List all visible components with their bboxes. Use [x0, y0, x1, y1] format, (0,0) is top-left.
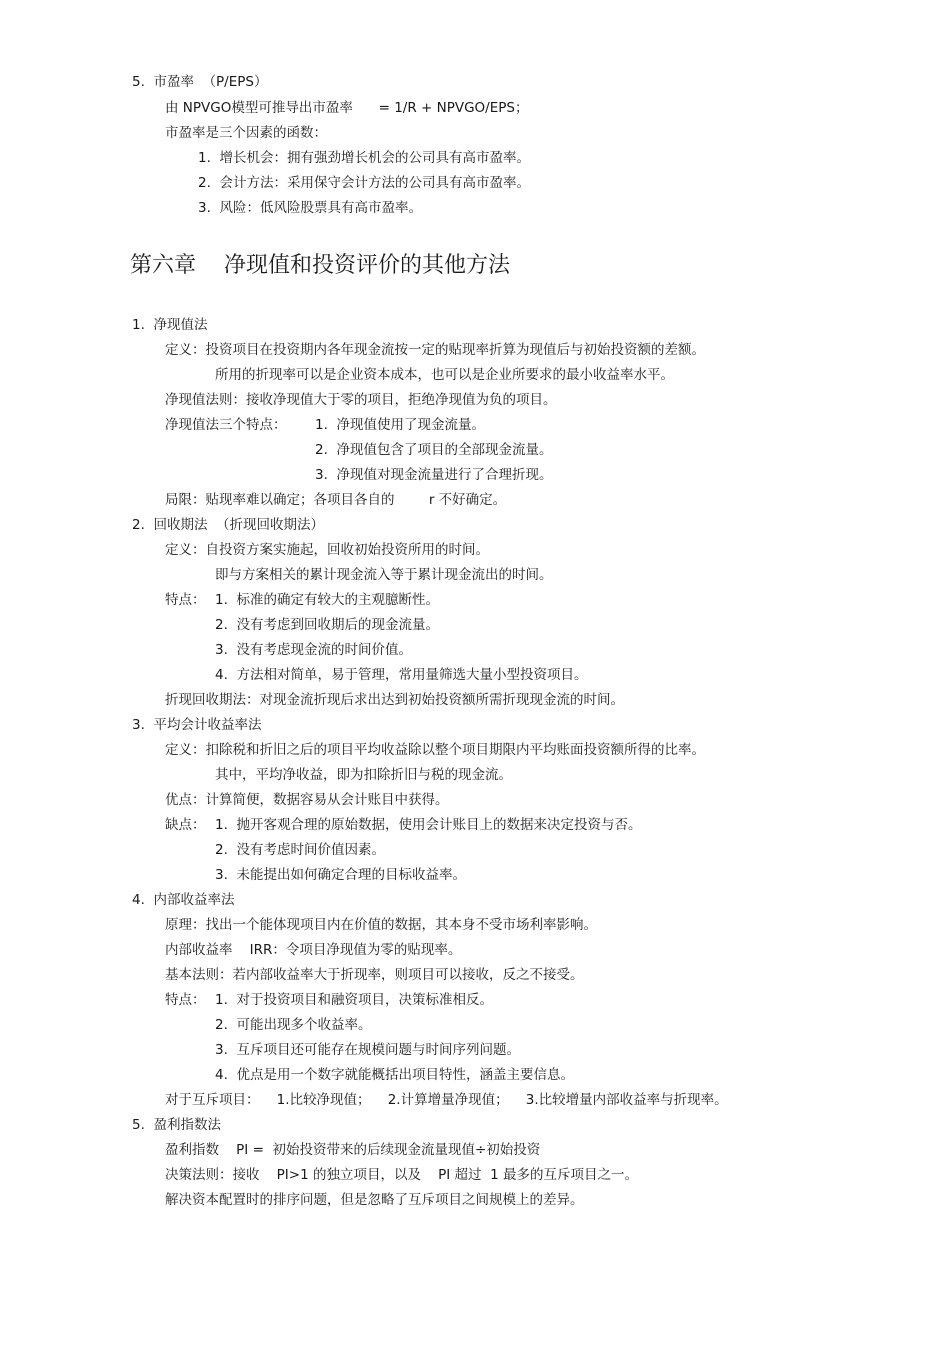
irr-feature-1: 1. 对于投资项目和融资项目，决策标准相反。: [215, 992, 493, 1008]
npv-rule: 净现值法则：接收净现值大于零的项目，拒绝净现值为负的项目。: [165, 392, 557, 408]
aar-definition: 定义：扣除税和折旧之后的项目平均收益除以整个项目期限内平均账面投资额所得的比率。: [165, 742, 705, 758]
irr-mutex-projects: 对于互斥项目： 1.比较净现值； 2.计算增量净现值； 3.比较增量内部收益率与折现率。: [165, 1092, 728, 1108]
aar-heading: 3. 平均会计收益率法: [132, 717, 262, 733]
pe-factor-2: 2. 会计方法：采用保守会计方法的公司具有高市盈率。: [198, 175, 530, 191]
payback-heading: 2. 回收期法 （折现回收期法）: [132, 517, 325, 533]
aar-disadvantage-1: 1. 抛开客观合理的原始数据，使用会计账目上的数据来决定投资与否。: [215, 817, 642, 833]
aar-definition-cont: 其中，平均净收益，即为扣除折旧与税的现金流。: [215, 767, 512, 783]
payback-feature-3: 3. 没有考虑现金流的时间价值。: [215, 642, 412, 658]
payback-feature-2: 2. 没有考虑到回收期后的现金流量。: [215, 617, 439, 633]
pe-factor-3: 3. 风险：低风险股票具有高市盈率。: [198, 200, 422, 216]
npv-heading: 1. 净现值法: [132, 317, 208, 333]
npv-feature-2: 2. 净现值包含了项目的全部现金流量。: [315, 442, 553, 458]
pe-heading: 5. 市盈率 （P/EPS）: [132, 74, 268, 90]
npv-feature-3: 3. 净现值对现金流量进行了合理折现。: [315, 467, 553, 483]
npv-definition: 定义：投资项目在投资期内各年现金流按一定的贴现率折算为现值后与初始投资额的差额。: [165, 342, 705, 358]
irr-definition: 内部收益率 IRR：令项目净现值为零的贴现率。: [165, 942, 462, 958]
npv-limitation: 局限：贴现率难以确定；各项目各自的 r 不好确定。: [165, 492, 507, 508]
aar-disadvantage-3: 3. 未能提出如何确定合理的目标收益率。: [215, 867, 466, 883]
pe-factor-1: 1. 增长机会：拥有强劲增长机会的公司具有高市盈率。: [198, 150, 530, 166]
npv-features-label: 净现值法三个特点：: [165, 417, 287, 433]
payback-features-label: 特点：: [165, 592, 206, 608]
irr-feature-3: 3. 互斥项目还可能存在规模问题与时间序列问题。: [215, 1042, 520, 1058]
aar-advantage: 优点：计算简便，数据容易从会计账目中获得。: [165, 792, 449, 808]
irr-feature-2: 2. 可能出现多个收益率。: [215, 1017, 372, 1033]
pi-heading: 5. 盈利指数法: [132, 1117, 221, 1133]
irr-feature-4: 4. 优点是用一个数字就能概括出项目特性，涵盖主要信息。: [215, 1067, 574, 1083]
discounted-payback: 折现回收期法：对现金流折现后求出达到初始投资额所需折现现金流的时间。: [165, 692, 624, 708]
pi-rule: 决策法则：接收 PI>1 的独立项目，以及 PI 超过 1 最多的互斥项目之一。: [165, 1167, 639, 1183]
pi-definition: 盈利指数 PI = 初始投资带来的后续现金流量现值÷初始投资: [165, 1142, 541, 1158]
pe-factors-intro: 市盈率是三个因素的函数：: [165, 125, 327, 141]
chapter-title: 第六章 净现值和投资评价的其他方法: [130, 253, 510, 278]
pe-formula: 由 NPVGO模型可推导出市盈率 = 1/R + NPVGO/EPS；: [165, 100, 529, 116]
npv-definition-cont: 所用的折现率可以是企业资本成本，也可以是企业所要求的最小收益率水平。: [215, 367, 674, 383]
irr-heading: 4. 内部收益率法: [132, 892, 235, 908]
irr-features-label: 特点：: [165, 992, 206, 1008]
payback-feature-4: 4. 方法相对简单，易于管理，常用量筛选大量小型投资项目。: [215, 667, 588, 683]
payback-definition-cont: 即与方案相关的累计现金流入等于累计现金流出的时间。: [215, 567, 553, 583]
npv-feature-1: 1. 净现值使用了现金流量。: [315, 417, 485, 433]
irr-rule: 基本法则：若内部收益率大于折现率，则项目可以接收，反之不接受。: [165, 967, 584, 983]
aar-disadvantage-2: 2. 没有考虑时间价值因素。: [215, 842, 385, 858]
payback-definition: 定义：自投资方案实施起，回收初始投资所用的时间。: [165, 542, 489, 558]
pi-note: 解决资本配置时的排序问题，但是忽略了互斥项目之间规模上的差异。: [165, 1192, 584, 1208]
aar-disadvantages-label: 缺点：: [165, 817, 206, 833]
irr-principle: 原理：找出一个能体现项目内在价值的数据，其本身不受市场利率影响。: [165, 917, 597, 933]
payback-feature-1: 1. 标准的确定有较大的主观臆断性。: [215, 592, 439, 608]
